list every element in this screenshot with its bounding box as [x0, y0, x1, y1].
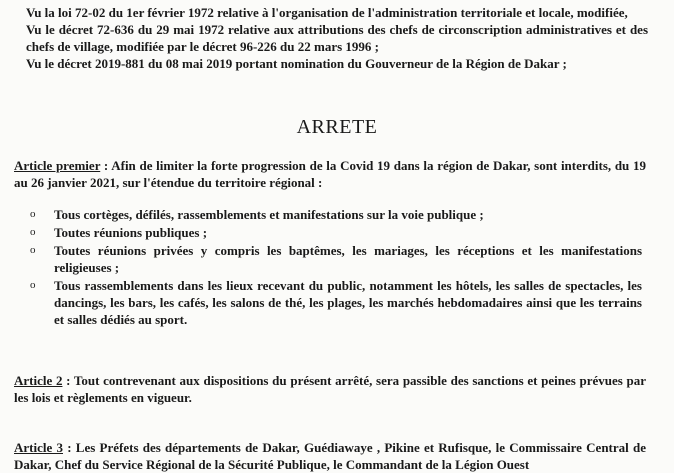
- article-3-text: : Les Préfets des départements de Dakar, Guédiawaye , Pikine et Rufisque, le Commissaire Central de Dakar, Chef du Service Régional de la Sécurité Publique, le Commandant de la Légion Ouest: [14, 440, 646, 472]
- list-item-text: Tous rassemblements dans les lieux recevant du public, notamment les hôtels, les salles de spectacles, les dancings, les bars, les cafés, les salons de thé, les plages, les marchés hebdomadaires ainsi que les terrains et salles dédiés au sport.: [54, 278, 642, 327]
- article-3: [14, 439, 646, 473]
- article-2-label: Article 2: [14, 373, 63, 388]
- document-title: ARRETE: [296, 116, 378, 138]
- bullet-circle-icon: o: [30, 244, 36, 256]
- list-item-text: Tous cortèges, défilés, rassemblements et manifestations sur la voie publique ;: [54, 207, 484, 222]
- preamble: [26, 4, 648, 72]
- list-item: [30, 242, 642, 276]
- list-item: [30, 206, 642, 223]
- preamble-line-decret-2019-881: Vu le décret 2019-881 du 08 mai 2019 portant nomination du Gouverneur de la Région de Dakar ;: [26, 56, 567, 71]
- article-2-text: : Tout contrevenant aux dispositions du présent arrêté, sera passible des sanctions et peines prévues par les lois et règlements en vigueur.: [14, 373, 646, 405]
- bullet-circle-icon: o: [30, 279, 36, 291]
- article-1-label: Article premier: [14, 158, 101, 173]
- article-3-label: Article 3: [14, 440, 63, 455]
- bullet-circle-icon: o: [30, 208, 36, 220]
- article-2: [14, 372, 646, 406]
- preamble-line-decret-72-636: Vu le décret 72-636 du 29 mai 1972 relative aux attributions des chefs de circonscription administratives et des chefs de village, modifiée par le décret 96-226 du 22 mars 1996 ;: [26, 22, 648, 54]
- list-item: [30, 224, 642, 241]
- list-item-text: Toutes réunions privées y compris les baptêmes, les mariages, les réceptions et les manifestations religieuses ;: [54, 243, 642, 275]
- list-item: [30, 277, 642, 328]
- preamble-line-loi: Vu la loi 72-02 du 1er février 1972 relative à l'organisation de l'administration territoriale et locale, modifiée,: [26, 5, 628, 20]
- article-1: [14, 157, 646, 191]
- article-1-list: [30, 206, 642, 329]
- list-item-text: Toutes réunions publiques ;: [54, 225, 208, 240]
- bullet-circle-icon: o: [30, 226, 36, 238]
- article-1-text: : Afin de limiter la forte progression de la Covid 19 dans la région de Dakar, sont interdits, du 19 au 26 janvier 2021, sur l'étendue du territoire régional :: [14, 158, 646, 190]
